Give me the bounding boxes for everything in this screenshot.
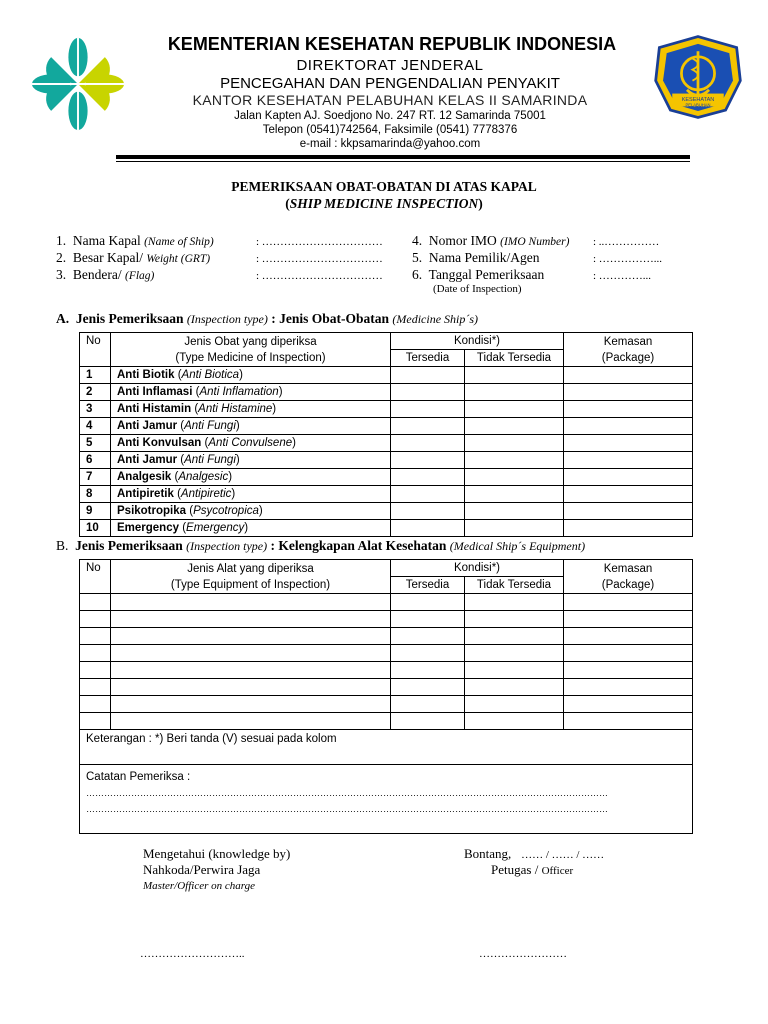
row-number: 7	[80, 469, 111, 486]
not-available-cell[interactable]	[465, 594, 564, 611]
available-cell[interactable]	[391, 367, 465, 384]
row-number[interactable]	[80, 594, 111, 611]
row-number: 8	[80, 486, 111, 503]
not-available-cell[interactable]	[465, 486, 564, 503]
table-row	[80, 418, 693, 435]
row-number[interactable]	[80, 611, 111, 628]
row-number: 5	[80, 435, 111, 452]
office-name: KANTOR KESEHATAN PELABUHAN KELAS II SAMARINDA	[192, 92, 588, 108]
table-row	[80, 679, 693, 696]
table-row	[80, 486, 693, 503]
field-ship-name-input[interactable]: : ……………………………	[256, 236, 383, 248]
table-row	[80, 384, 693, 401]
available-cell[interactable]	[391, 662, 465, 679]
table-row	[80, 401, 693, 418]
available-cell[interactable]	[391, 486, 465, 503]
table-row	[80, 435, 693, 452]
table-row	[80, 367, 693, 384]
package-cell[interactable]	[564, 520, 693, 537]
field-owner-agent-input[interactable]: : ……………...	[593, 253, 663, 265]
table-row	[80, 469, 693, 486]
package-cell[interactable]	[564, 679, 693, 696]
not-available-cell[interactable]	[465, 611, 564, 628]
package-cell[interactable]	[564, 696, 693, 713]
medicine-name: Anti Histamin (Anti Histamine)	[111, 401, 391, 418]
available-cell[interactable]	[391, 696, 465, 713]
table-row	[80, 662, 693, 679]
medicine-name: Anti Konvulsan (Anti Convulsene)	[111, 435, 391, 452]
medicine-name: Anti Inflamasi (Anti Inflamation)	[111, 384, 391, 401]
office-email[interactable]: e-mail : kkpsamarinda@yahoo.com	[299, 138, 481, 150]
equipment-name[interactable]	[111, 696, 391, 713]
table-row	[80, 713, 693, 730]
not-available-cell[interactable]	[465, 452, 564, 469]
table-row	[80, 520, 693, 537]
available-cell[interactable]	[391, 628, 465, 645]
medicine-name: Emergency (Emergency)	[111, 520, 391, 537]
directorate-name: DIREKTORAT JENDERAL	[296, 57, 484, 74]
package-cell[interactable]	[564, 486, 693, 503]
available-cell[interactable]	[391, 503, 465, 520]
col-package-header: Kemasan (Package)	[564, 333, 693, 367]
available-cell[interactable]	[391, 594, 465, 611]
not-available-cell[interactable]	[465, 662, 564, 679]
package-cell[interactable]	[564, 418, 693, 435]
package-cell[interactable]	[564, 503, 693, 520]
examiner-notes[interactable]: Catatan Pemeriksa : ………………………………………………………………………………………………………………………………………………………… …………………………………………………………………………………………………………………………………………………………	[80, 765, 693, 834]
not-available-cell[interactable]	[465, 520, 564, 537]
not-available-cell[interactable]	[465, 435, 564, 452]
available-cell[interactable]	[391, 384, 465, 401]
col-no-header: No	[80, 333, 111, 367]
not-available-cell[interactable]	[465, 645, 564, 662]
package-cell[interactable]	[564, 611, 693, 628]
section-b-heading: B. Jenis Pemeriksaan (Inspection type) : Kelengkapan Alat Kesehatan (Medical Ship´s Equipment)	[56, 538, 586, 553]
field-flag: 3. Bendera/ (Flag)	[56, 267, 155, 282]
col-package-header: Kemasan (Package)	[564, 560, 693, 594]
table-row	[80, 696, 693, 713]
not-available-cell[interactable]	[465, 628, 564, 645]
not-available-cell[interactable]	[465, 401, 564, 418]
package-cell[interactable]	[564, 401, 693, 418]
sig-left-dots[interactable]: ………………………..	[140, 948, 245, 960]
medicine-name: Antipiretik (Antipiretic)	[111, 486, 391, 503]
field-inspection-date-input[interactable]: : …………...	[593, 270, 652, 282]
equipment-name[interactable]	[111, 611, 391, 628]
available-cell[interactable]	[391, 520, 465, 537]
row-number[interactable]	[80, 628, 111, 645]
document-title: PEMERIKSAAN OBAT-OBATAN DI ATAS KAPAL	[231, 179, 537, 194]
available-cell[interactable]	[391, 469, 465, 486]
field-flag-input[interactable]: : ……………………………	[256, 270, 383, 282]
medicine-name: Psikotropika (Psycotropica)	[111, 503, 391, 520]
equipment-name[interactable]	[111, 645, 391, 662]
sig-left-line1: Mengetahui (knowledge by)	[143, 846, 291, 861]
package-cell[interactable]	[564, 469, 693, 486]
not-available-cell[interactable]	[465, 367, 564, 384]
medicine-table	[79, 332, 693, 537]
office-phone: Telepon (0541)742564, Faksimile (0541) 7778376	[262, 124, 518, 136]
package-cell[interactable]	[564, 713, 693, 730]
medicine-name: Anti Jamur (Anti Fungi)	[111, 418, 391, 435]
ministry-name: KEMENTERIAN KESEHATAN REPUBLIK INDONESIA	[167, 34, 617, 54]
table-row	[80, 628, 693, 645]
svg-text:PELABUHAN: PELABUHAN	[685, 102, 711, 108]
package-cell[interactable]	[564, 435, 693, 452]
equipment-table	[79, 559, 693, 834]
field-owner-agent: 5. Nama Pemilik/Agen	[412, 250, 540, 265]
table-row	[80, 452, 693, 469]
row-number: 2	[80, 384, 111, 401]
equipment-name[interactable]	[111, 628, 391, 645]
col-available-header: Tersedia	[391, 577, 465, 594]
col-not-available-header: Tidak Tersedia	[465, 350, 564, 367]
row-number[interactable]	[80, 679, 111, 696]
available-cell[interactable]	[391, 401, 465, 418]
equipment-name[interactable]	[111, 662, 391, 679]
not-available-cell[interactable]	[465, 713, 564, 730]
field-inspection-date: 6. Tanggal Pemeriksaan	[412, 267, 545, 282]
date-of-inspection-note: (Date of Inspection)	[433, 283, 522, 295]
package-cell[interactable]	[564, 594, 693, 611]
row-number: 1	[80, 367, 111, 384]
available-cell[interactable]	[391, 679, 465, 696]
col-condition-header: Kondisi*)	[391, 560, 564, 577]
equipment-name[interactable]	[111, 594, 391, 611]
legend-note: Keterangan : *) Beri tanda (V) sesuai pada kolom	[80, 730, 693, 765]
row-number: 3	[80, 401, 111, 418]
row-number[interactable]	[80, 713, 111, 730]
available-cell[interactable]	[391, 452, 465, 469]
package-cell[interactable]	[564, 367, 693, 384]
available-cell[interactable]	[391, 611, 465, 628]
package-cell[interactable]	[564, 452, 693, 469]
sig-right-dots[interactable]: ……………………	[479, 948, 567, 960]
sig-left-line3: Master/Officer on charge	[143, 880, 256, 892]
office-address: Jalan Kapten AJ. Soedjono No. 247 RT. 12 Samarinda 75001	[234, 110, 546, 122]
equipment-name[interactable]	[111, 679, 391, 696]
not-available-cell[interactable]	[465, 679, 564, 696]
row-number: 10	[80, 520, 111, 537]
medicine-name: Analgesik (Analgesic)	[111, 469, 391, 486]
row-number[interactable]	[80, 662, 111, 679]
field-imo-number-input[interactable]: : ..……………	[593, 236, 660, 248]
field-ship-name: 1. Nama Kapal (Name of Ship)	[56, 233, 214, 248]
sig-left-line2: Nahkoda/Perwira Jaga	[143, 862, 261, 877]
available-cell[interactable]	[391, 418, 465, 435]
col-not-available-header: Tidak Tersedia	[465, 577, 564, 594]
col-type-header: Jenis Alat yang diperiksa (Type Equipment of Inspection)	[111, 560, 391, 594]
medicine-name: Anti Jamur (Anti Fungi)	[111, 452, 391, 469]
package-cell[interactable]	[564, 628, 693, 645]
row-number[interactable]	[80, 696, 111, 713]
available-cell[interactable]	[391, 645, 465, 662]
sig-officer-title: Petugas / Officer	[491, 862, 574, 877]
field-imo-number: 4. Nomor IMO (IMO Number)	[412, 233, 570, 248]
package-cell[interactable]	[564, 384, 693, 401]
field-ship-weight: 2. Besar Kapal/ Weight (GRT)	[56, 250, 211, 265]
package-cell[interactable]	[564, 662, 693, 679]
table-row	[80, 503, 693, 520]
row-number[interactable]	[80, 645, 111, 662]
col-type-header: Jenis Obat yang diperiksa (Type Medicine of Inspection)	[111, 333, 391, 367]
section-a-heading: A. Jenis Pemeriksaan (Inspection type) : Jenis Obat-Obatan (Medicine Ship´s)	[56, 311, 479, 326]
medicine-name: Anti Biotik (Anti Biotica)	[111, 367, 391, 384]
not-available-cell[interactable]	[465, 469, 564, 486]
header-rule-thick	[116, 155, 690, 159]
table-row	[80, 645, 693, 662]
row-number: 4	[80, 418, 111, 435]
table-row	[80, 594, 693, 611]
col-condition-header: Kondisi*)	[391, 333, 564, 350]
not-available-cell[interactable]	[465, 418, 564, 435]
sig-place-date[interactable]: Bontang, …… / …… / ……	[464, 846, 605, 861]
available-cell[interactable]	[391, 435, 465, 452]
available-cell[interactable]	[391, 713, 465, 730]
col-no-header: No	[80, 560, 111, 594]
package-cell[interactable]	[564, 645, 693, 662]
col-available-header: Tersedia	[391, 350, 465, 367]
document-subtitle: (SHIP MEDICINE INSPECTION)	[285, 196, 483, 211]
svg-text:KESEHATAN: KESEHATAN	[681, 96, 715, 103]
row-number: 9	[80, 503, 111, 520]
row-number: 6	[80, 452, 111, 469]
division-name: PENCEGAHAN DAN PENGENDALIAN PENYAKIT	[220, 75, 560, 92]
equipment-name[interactable]	[111, 713, 391, 730]
not-available-cell[interactable]	[465, 384, 564, 401]
header-rule-thin	[116, 161, 690, 162]
not-available-cell[interactable]	[465, 696, 564, 713]
field-ship-weight-input[interactable]: : ……………………………	[256, 253, 383, 265]
not-available-cell[interactable]	[465, 503, 564, 520]
table-row	[80, 611, 693, 628]
